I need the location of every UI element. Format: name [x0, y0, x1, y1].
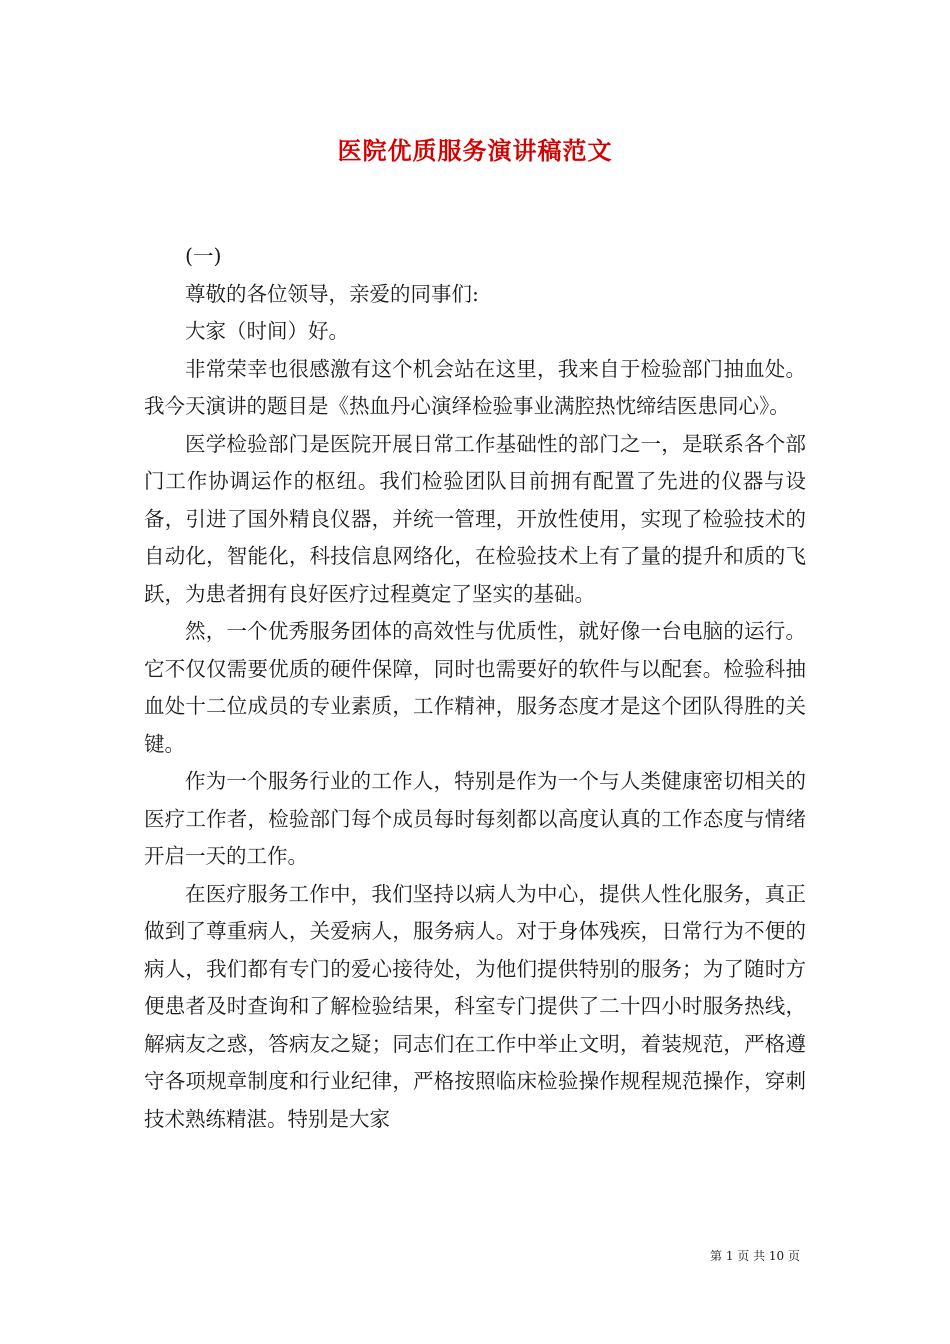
- paragraph-salutation: 尊敬的各位领导，亲爱的同事们:: [185, 281, 479, 306]
- paragraph-greeting: 大家（时间）好。: [185, 319, 349, 343]
- paragraph-intro: 非常荣幸也很感激有这个机会站在这里，我来自于检验部门抽血处。我今天演讲的题目是《热血丹心演绎检验事业满腔热忱缔结医患同心》。: [144, 356, 806, 418]
- paragraph-section-marker: (一): [185, 244, 222, 268]
- paragraph-attitude: 作为一个服务行业的工作人，特别是作为一个与人类健康密切相关的医疗工作者，检验部门每个成员每时每刻都以高度认真的工作态度与情绪开启一天的工作。: [144, 769, 806, 868]
- page-number-footer: 第 1 页 共 10 页: [710, 1249, 800, 1263]
- document-body: [144, 238, 806, 1138]
- document-title: 医院优质服务演讲稿范文: [337, 136, 613, 165]
- paragraph-service: 在医疗服务工作中，我们坚持以病人为中心，提供人性化服务，真正做到了尊重病人，关爱病人，服务病人。对于身体残疾，日常行为不便的病人，我们都有专门的爱心接待处，为他们提供特别的服务；为了随时方便患者及时查询和了解检验结果，科室专门提供了二十四小时服务热线，解病友之惑，答病友之疑；同志们在工作中举止文明，着装规范，严格遵守各项规章制度和行业纪律，严格按照临床检验操作规程规范操作，穿刺技术熟练精湛。特别是大家: [144, 881, 806, 1131]
- paragraph-team: 然，一个优秀服务团体的高效性与优质性，就好像一台电脑的运行。它不仅仅需要优质的硬件保障，同时也需要好的软件与以配套。检验科抽血处十二位成员的专业素质，工作精神，服务态度才是这个团队得胜的关键。: [144, 619, 806, 756]
- paragraph-department: 医学检验部门是医院开展日常工作基础性的部门之一，是联系各个部门工作协调运作的枢纽。我们检验团队目前拥有配置了先进的仪器与设备，引进了国外精良仪器，并统一管理，开放性使用，实现了检验技术的自动化，智能化，科技信息网络化，在检验技术上有了量的提升和质的飞跃，为患者拥有良好医疗过程奠定了坚实的基础。: [144, 431, 806, 606]
